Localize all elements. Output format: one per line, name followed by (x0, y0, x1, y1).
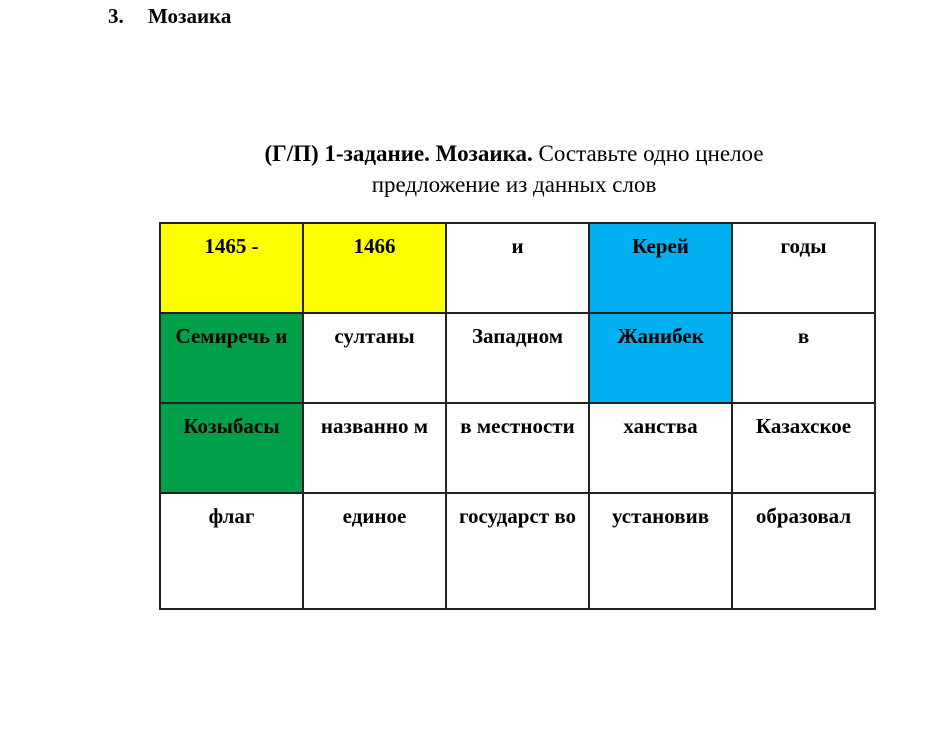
table-cell: 1466 (303, 223, 446, 313)
task-label: (Г/П) 1-задание. Мозаика. (264, 141, 533, 166)
mosaic-table (159, 222, 876, 610)
table-cell: Западном (446, 313, 589, 403)
table-cell: единое (303, 493, 446, 609)
task-line-2: предложение из данных слов (371, 172, 657, 197)
table-row (160, 223, 875, 313)
table-row (160, 403, 875, 493)
table-cell: в местности (446, 403, 589, 493)
table-cell: султаны (303, 313, 446, 403)
table-cell: ханства (589, 403, 732, 493)
section-number: 3. (108, 4, 124, 28)
table-cell: Козыбасы (160, 403, 303, 493)
table-cell: образовал (732, 493, 875, 609)
table-cell: Казахское (732, 403, 875, 493)
task-description (160, 138, 868, 200)
table-cell: 1465 - (160, 223, 303, 313)
table-cell: в (732, 313, 875, 403)
table-cell: Жанибек (589, 313, 732, 403)
table-cell: установив (589, 493, 732, 609)
table-cell: государст во (446, 493, 589, 609)
table-cell: флаг (160, 493, 303, 609)
table-cell: Семиречь и (160, 313, 303, 403)
section-title: Мозаика (148, 4, 232, 28)
section-heading (108, 4, 231, 29)
table-row (160, 493, 875, 609)
task-line-1 (160, 138, 868, 169)
table-row (160, 313, 875, 403)
table-cell: Керей (589, 223, 732, 313)
table-cell: названно м (303, 403, 446, 493)
table-cell: и (446, 223, 589, 313)
task-instruction-part1: Составьте одно цнелое (532, 141, 764, 166)
table-cell: годы (732, 223, 875, 313)
